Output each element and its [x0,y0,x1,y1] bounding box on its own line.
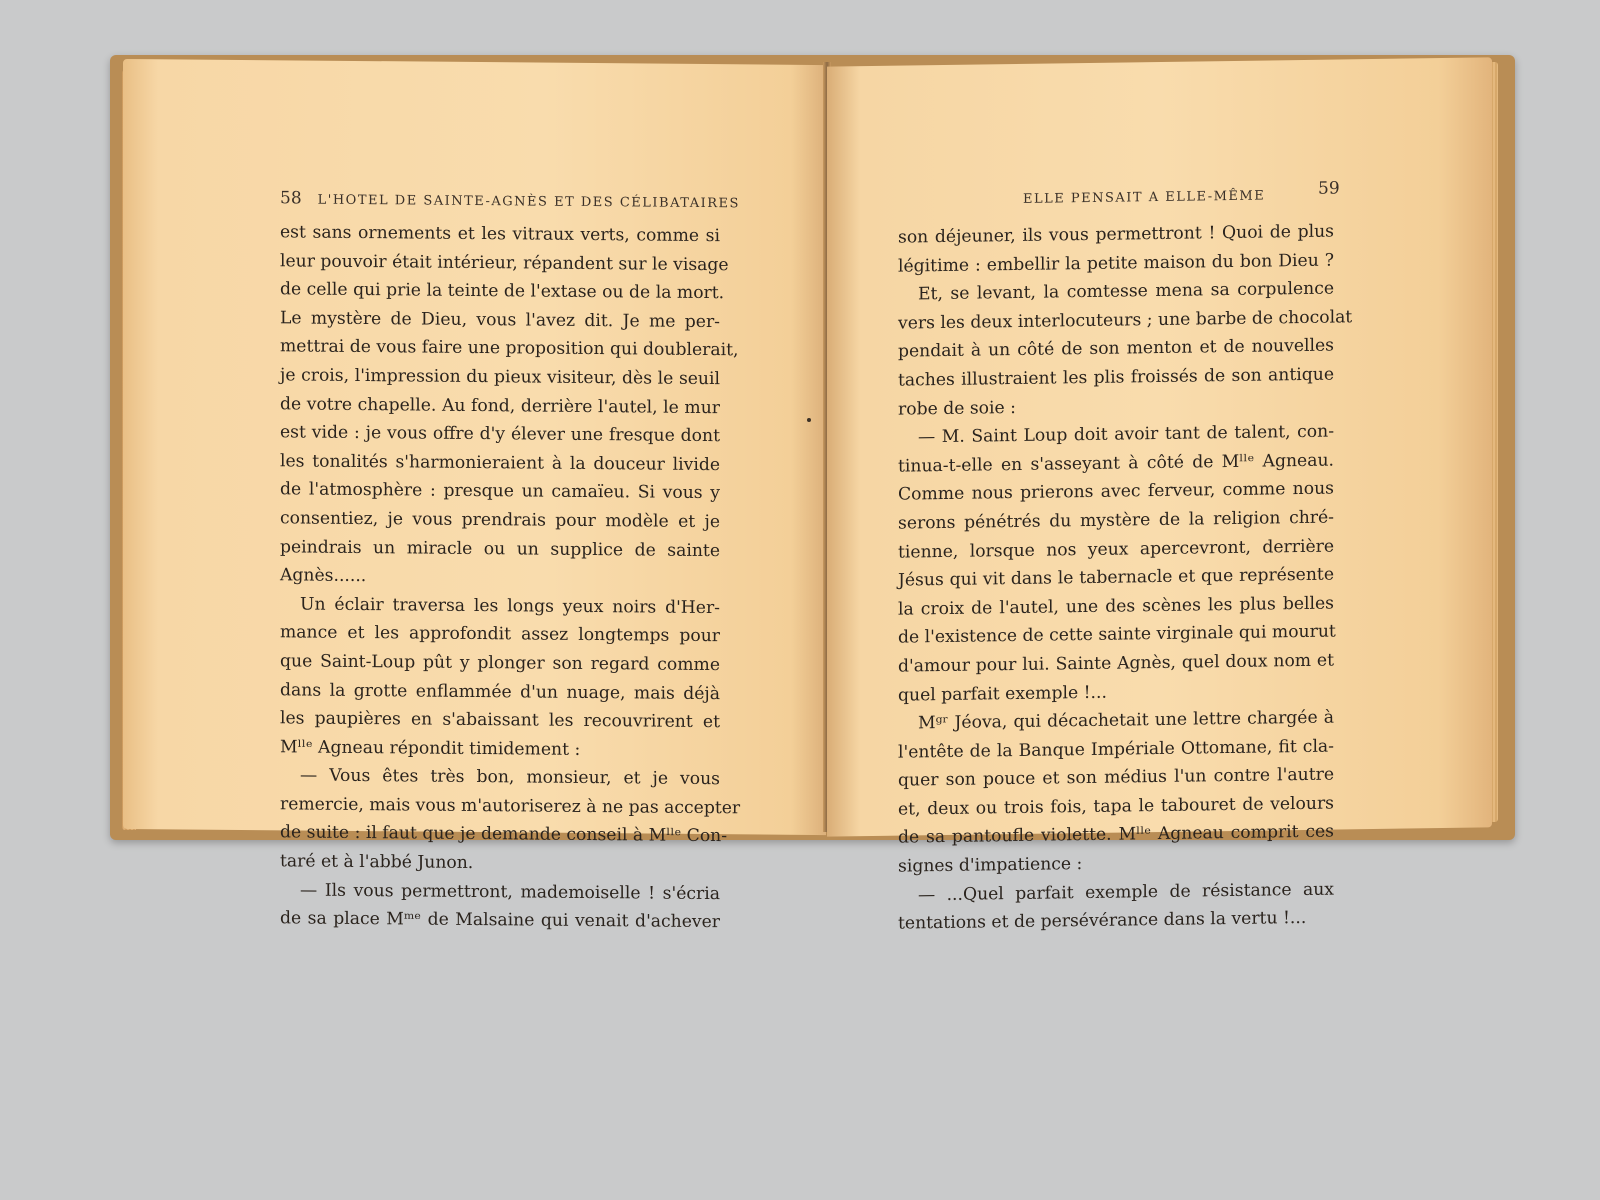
text-line: de suite : il faut que je demande conseil à Mˡˡᵉ Con- [280,822,728,847]
text-line: Et, se levant, la comtesse mena sa corpulence [918,278,1334,305]
text-line: peindrais un miracle ou un supplice de sainte [280,536,720,561]
text-line: leur pouvoir était intérieur, répandent sur le visage [280,250,729,275]
text-line: serons pénétrés du mystère de la religion chré- [898,507,1334,534]
text-line: quel parfait exemple !... [898,682,1107,706]
text-line: pendait à un côté de son menton et de nouvelles [898,335,1334,363]
text-line: consentiez, je vous prendrais pour modèle et je [280,508,720,533]
text-line: remercie, mais vous m'autoriserez à ne pas accepter [280,794,741,819]
text-line: son déjeuner, ils vous permettront ! Quoi de plus [898,221,1334,248]
left-running-head [280,188,740,212]
text-line: Agnès...... [280,565,367,587]
text-line: de sa place Mᵐᵉ de Malsaine qui venait d'achever [280,908,720,933]
text-line: — Ils vous permettront, mademoiselle ! s'écria [300,880,720,904]
text-line: de l'existence de cette sainte virginale qui mourut [898,621,1336,648]
text-line: — ...Quel parfait exemple de résistance aux [918,879,1334,906]
left-page [123,59,826,933]
text-line: de votre chapelle. Au fond, derrière l'autel, le mur [280,393,720,418]
right-page-text [898,218,1353,939]
text-line: — Vous êtes très bon, monsieur, et je vous [300,765,720,790]
text-line: Comme nous prierons avec ferveur, comme nous [898,478,1334,505]
text-line: les tonalités s'harmonieraient à la douceur livide [280,451,720,475]
text-line: légitime : embellir la petite maison du bon Dieu ? [898,250,1334,277]
ink-speck [807,418,811,422]
text-line: les paupières en s'abaissant les recouvrirent et [280,708,720,733]
text-line: de celle qui prie la teinte de l'extase ou de la mort. [280,279,725,304]
text-line: la croix de l'autel, une des scènes les plus belles [898,593,1334,620]
right-running-head [1023,189,1265,207]
text-line: — M. Saint Loup doit avoir tant de talent, con- [918,421,1334,448]
text-line: tienne, lorsque nos yeux apercevront, derrière [898,536,1334,563]
text-line: de l'atmosphère : presque un camaïeu. Si vous y [280,479,720,504]
text-line: tentations et de persévérance dans la vertu !... [898,908,1307,934]
text-line: Un éclair traversa les longs yeux noirs d'Her- [300,594,720,618]
text-line: mettrai de vous faire une proposition qui doublerait, [280,336,739,361]
text-line: robe de soie : [898,397,1016,420]
text-line: taré et à l'abbé Junon. [280,851,474,874]
right-running-title: ELLE PENSAIT A ELLE-MÊME [1023,188,1266,207]
text-line: et, deux ou trois fois, tapa le tabouret de velours [898,793,1334,820]
text-line: Jésus qui vit dans le tabernacle et que représente [898,564,1334,591]
text-line: Mˡˡᵉ Agneau répondit timidement : [280,736,581,760]
right-page-number: 59 [1318,178,1340,199]
text-line: quer son pouce et son médius l'un contre l'autre [898,764,1334,791]
text-line: est sans ornements et les vitraux verts, comme si [280,222,720,247]
text-line: d'amour pour lui. Sainte Agnès, quel doux nom et [898,650,1334,677]
text-line: de sa pantoufle violette. Mˡˡᵉ Agneau comprit ces [898,822,1334,849]
text-line: Mᵍʳ Jéova, qui décachetait une lettre chargée à [918,707,1334,734]
left-page-text [280,218,741,937]
text-line: Le mystère de Dieu, vous l'avez dit. Je me per- [280,308,720,332]
text-line: que Saint-Loup pût y plonger son regard comme [280,651,720,676]
left-running-title: L'HOTEL DE SAINTE-AGNÈS ET DES CÉLIBATAIRES [317,192,740,212]
text-line: tinua-t-elle en s'asseyant à côté de Mˡˡᵉ Agneau. [898,450,1334,477]
text-line: l'entête de la Banque Impériale Ottomane, fit cla- [898,736,1334,763]
text-line: taches illustraient les plis froissés de son antique [898,364,1334,391]
text-line: mance et les approfondit assez longtemps pour [280,622,720,647]
text-line: signes d'impatience : [898,854,1083,877]
text-line: vers les deux interlocuteurs ; une barbe de chocolat [898,307,1353,334]
text-line: est vide : je vous offre d'y élever une fresque dont [280,422,720,447]
text-line: dans la grotte enflammée d'un nuage, mais déjà [280,679,720,704]
left-page-number: 58 [280,188,302,209]
text-line: je crois, l'impression du pieux visiteur, dès le seuil [280,365,720,390]
right-page [827,57,1492,934]
